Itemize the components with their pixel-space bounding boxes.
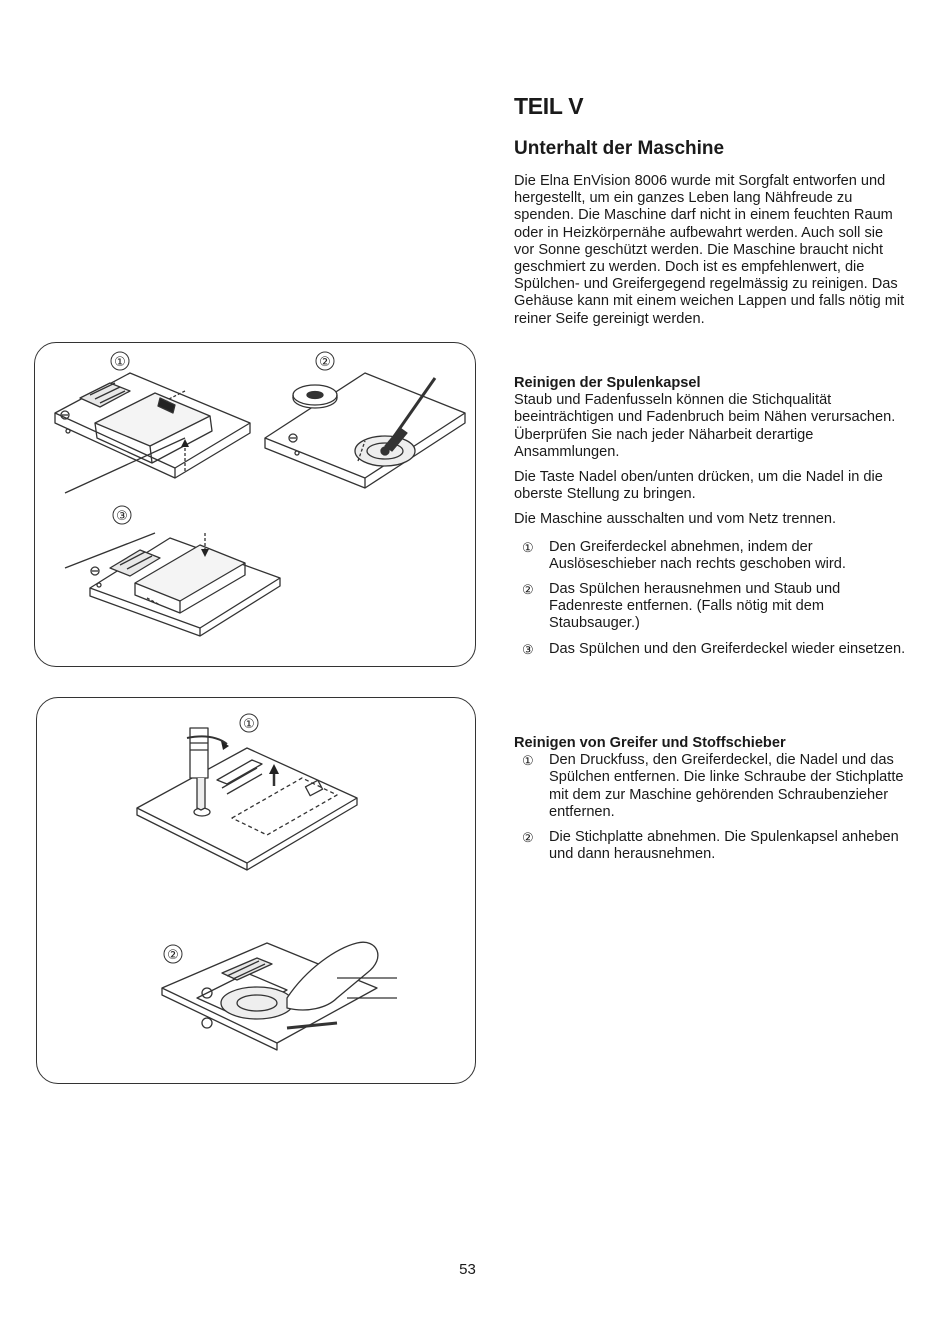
bobbin-case-section: [514, 375, 906, 666]
step-text: Den Druckfuss, den Greiferdeckel, die Nadel und das Spülchen entfernen. Die linke Schraube der Stichplatte mit dem zur Maschine gehörenden Schraubenzieher entfernen.: [549, 752, 904, 820]
bobbin-case-paragraph-1: Staub und Fadenfusseln können die Stichqualität beeinträchtigen und Fadenbruch beim Nähen verursachen. Überprüfen Sie nach jeder Näharbeit derartige Ansammlungen.: [514, 392, 896, 460]
step-marker: ③: [522, 641, 534, 657]
intro-text-block: [514, 173, 906, 328]
bobbin-case-lift-drawing: [162, 942, 397, 1050]
hook-feed-cleaning-figure: [36, 697, 476, 1084]
figure1-label-1: ①: [114, 355, 126, 370]
bobbin-case-step-3: [514, 641, 906, 658]
hook-feed-step-2: [514, 829, 906, 863]
bobbin-cleaning-illustration: [35, 343, 475, 666]
needle-plate-screw-drawing: [137, 728, 357, 870]
figure1-label-3: ③: [116, 509, 128, 524]
step-text: Das Spülchen herausnehmen und Staub und Fadenreste entfernen. (Falls nötig mit dem Staubsauger.): [549, 581, 841, 632]
bobbin-case-paragraph-2: Die Taste Nadel oben/unten drücken, um die Nadel in die oberste Stellung zu bringen.: [514, 469, 883, 503]
hook-feed-section: [514, 735, 906, 871]
figure2-label-2: ②: [167, 948, 179, 963]
bobbin-case-step-2: [514, 581, 906, 633]
figure2-label-1: ①: [243, 717, 255, 732]
intro-paragraph: Die Elna EnVision 8006 wurde mit Sorgfalt entworfen und hergestellt, um ein ganzes Leben lang Nähfreude zu spenden. Die Maschine darf nicht in einem feuchten Raum oder in Heizkörpernähe aufbewahrt werden. Auch soll sie vor Sonne geschützt werden. Die Maschine braucht nicht geschmiert zu werden. Doch ist es empfehlenwert, die Spülchen- und Greifergegend regelmässig zu reinigen. Das Gehäuse kann mit einem weichen Lappen und falls nötig mit reiner Seife gereinigt werden.: [514, 173, 905, 327]
hook-feed-illustration: [37, 698, 475, 1083]
figure1-label-2: ②: [319, 355, 331, 370]
step-marker: ①: [522, 539, 534, 555]
hook-feed-heading: Reinigen von Greifer und Stoffschieber: [514, 735, 786, 751]
step-text: Das Spülchen und den Greiferdeckel wieder einsetzen.: [549, 640, 906, 657]
page-number: 53: [459, 1261, 476, 1278]
hook-feed-step-1: [514, 752, 906, 821]
step-text: Die Stichplatte abnehmen. Die Spulenkapsel anheben und dann herausnehmen.: [549, 829, 899, 863]
step-marker: ①: [522, 753, 534, 769]
bobbin-cleaning-figure: [34, 342, 476, 667]
bobbin-removal-drawing: [265, 373, 465, 488]
part-title: TEIL V: [514, 93, 584, 119]
section-title: Unterhalt der Maschine: [514, 138, 725, 159]
hook-cover-removal-drawing: [55, 373, 250, 493]
step-marker: ②: [522, 830, 534, 846]
cover-reinsert-drawing: [65, 533, 280, 636]
step-marker: ②: [522, 582, 534, 598]
bobbin-case-heading: Reinigen der Spulenkapsel: [514, 375, 701, 391]
bobbin-case-step-1: [514, 539, 906, 573]
bobbin-case-paragraph-3: Die Maschine ausschalten und vom Netz trennen.: [514, 511, 837, 528]
step-text: Den Greiferdeckel abnehmen, indem der Auslöseschieber nach rechts geschoben wird.: [549, 538, 846, 572]
